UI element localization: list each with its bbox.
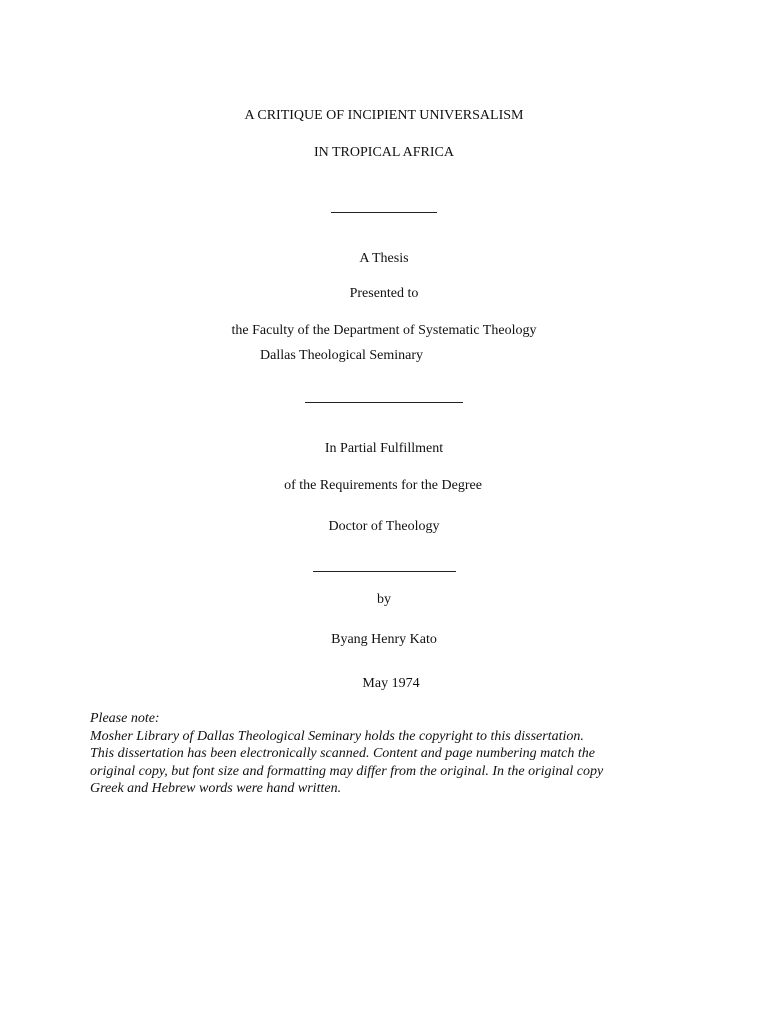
thesis-kind: A Thesis: [359, 251, 409, 266]
fulfillment-line-1: In Partial Fulfillment: [324, 441, 444, 456]
thesis-institution: Dallas Theological Seminary: [260, 348, 424, 363]
separator-rule-3: [313, 571, 456, 572]
fulfillment-degree: Doctor of Theology: [328, 519, 440, 534]
title-line-2: IN TROPICAL AFRICA: [313, 145, 455, 160]
fulfillment-line-2: of the Requirements for the Degree: [284, 478, 482, 493]
note-heading: Please note:: [90, 711, 160, 726]
separator-rule-2: [305, 402, 463, 403]
note-line-3: original copy, but font size and formatting may differ from the original. In the original copy: [90, 763, 604, 779]
separator-rule-1: [331, 212, 437, 213]
author-name: Byang Henry Kato: [331, 632, 437, 647]
copyright-note: [90, 710, 690, 798]
note-line-2: This dissertation has been electronically scanned. Content and page numbering match the: [90, 746, 595, 761]
note-line-1: Mosher Library of Dallas Theological Seminary holds the copyright to this dissertation.: [90, 728, 584, 744]
thesis-date: May 1974: [362, 676, 420, 691]
thesis-presented: Presented to: [349, 286, 419, 301]
thesis-faculty: the Faculty of the Department of Systematic Theology: [231, 323, 537, 338]
title-line-1: A CRITIQUE OF INCIPIENT UNIVERSALISM: [244, 108, 524, 123]
author-by: by: [377, 592, 391, 607]
note-line-4: Greek and Hebrew words were hand written.: [90, 781, 342, 796]
